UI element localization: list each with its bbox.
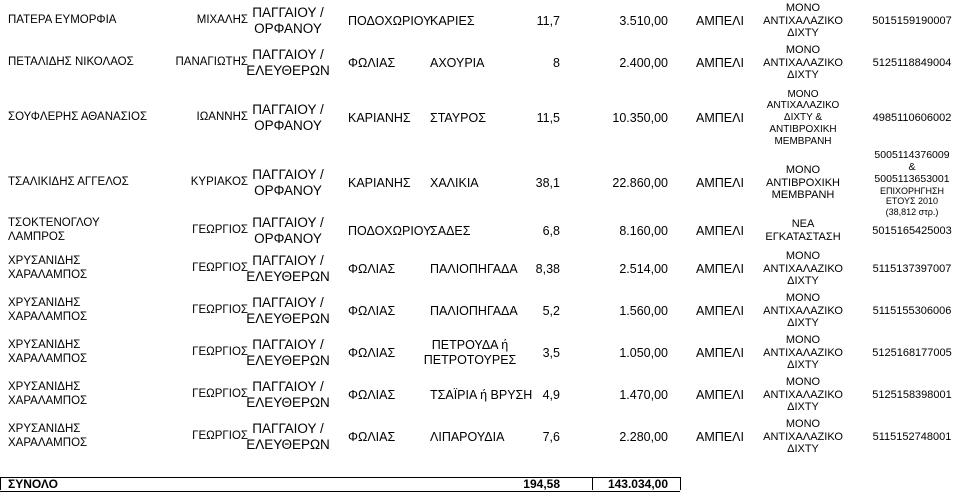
local-area: ΦΩΛΙΑΣ — [348, 261, 396, 276]
crop-type: ΑΜΠΕΛΙ — [696, 429, 744, 444]
amount: 22.860,00 — [612, 175, 668, 190]
table-row — [0, 374, 960, 416]
crop-type: ΑΜΠΕΛΙ — [696, 13, 744, 28]
plot-size: 8,38 — [535, 261, 560, 276]
owner-name: ΤΣΟΚΤΕΝΟΓΛΟΥ ΛΑΜΠΡΟΣ — [8, 217, 100, 243]
crop-type: ΑΜΠΕΛΙ — [696, 55, 744, 70]
installation-type: ΜΟΝΟ ΑΝΤΙΧΑΛΑΖΙΚΟ ΔΙΧΤΥ — [763, 417, 843, 456]
amount: 1.050,00 — [619, 345, 668, 360]
local-area: ΠΟΔΟΧΩΡΙΟΥ — [348, 13, 432, 28]
municipality: ΠΑΓΓΑΙΟΥ / ΕΛΕΥΘΕΡΩΝ — [246, 47, 330, 78]
place-name: ΑΧΟΥΡΙΑ — [430, 55, 485, 70]
plot-size: 5,2 — [542, 303, 560, 318]
place-name: ΠΕΤΡΟΥΔΑ ή ΠΕΤΡΟΤΟΥΡΕΣ — [423, 338, 517, 367]
crop-type: ΑΜΠΕΛΙ — [696, 387, 744, 402]
municipality: ΠΑΓΓΑΙΟΥ / ΟΡΦΑΝΟΥ — [252, 167, 324, 198]
installation-type: ΜΟΝΟ ΑΝΤΙΧΑΛΑΖΙΚΟ ΔΙΧΤΥ & ΑΝΤΙΒΡΟΧΙΚΗ ΜΕΜΒΡΑΝΗ — [766, 88, 840, 147]
owner-name: ΧΡΥΣΑΝΙΔΗΣ ΧΑΡΑΛΑΜΠΟΣ — [8, 255, 88, 281]
total-label: ΣΥΝΟΛΟ — [8, 477, 58, 491]
plot-size: 4,9 — [542, 387, 560, 402]
cadastral-code: 5015165425003 — [872, 224, 952, 237]
local-area: ΦΩΛΙΑΣ — [348, 303, 396, 318]
father-name: ΓΕΩΡΓΙΟΣ — [192, 304, 248, 317]
cadastral-code: 5125118849004 — [872, 56, 952, 69]
total-size: 194,58 — [523, 477, 560, 491]
table-row — [0, 0, 960, 42]
amount: 3.510,00 — [619, 13, 668, 28]
total-divider — [592, 477, 593, 490]
cadastral-code-2: 5005113653001 — [874, 173, 950, 186]
father-name: ΓΕΩΡΓΙΟΣ — [192, 224, 248, 237]
total-divider — [680, 477, 681, 490]
father-name: ΓΕΩΡΓΙΟΣ — [192, 388, 248, 401]
cadastral-code: 5125168177005 — [872, 346, 952, 359]
owner-name: ΧΡΥΣΑΝΙΔΗΣ ΧΑΡΑΛΑΜΠΟΣ — [8, 297, 88, 323]
place-name: ΣΤΑΥΡΟΣ — [430, 110, 486, 125]
municipality: ΠΑΓΓΑΙΟΥ / ΕΛΕΥΘΕΡΩΝ — [246, 421, 330, 452]
amount: 2.514,00 — [619, 261, 668, 276]
place-name: ΣΑΔΕΣ — [430, 223, 471, 238]
place-name: ΛΙΠΑΡΟΥΔΙΑ — [430, 429, 505, 444]
father-name: ΚΥΡΙΑΚΟΣ — [190, 176, 248, 189]
municipality: ΠΑΓΓΑΙΟΥ / ΕΛΕΥΘΕΡΩΝ — [246, 379, 330, 410]
local-area: ΦΩΛΙΑΣ — [348, 55, 396, 70]
table-row — [0, 84, 960, 152]
local-area: ΚΑΡΙΑΝΗΣ — [348, 175, 411, 190]
cadastral-code: 5115152748001 — [872, 430, 952, 443]
owner-name: ΠΕΤΑΛΙΔΗΣ ΝΙΚΟΛΑΟΣ — [8, 56, 134, 69]
cadastral-code: 5015159190007 — [872, 14, 952, 27]
place-name: ΤΣΑΪΡΙΑ ή ΒΡΥΣΗ — [430, 387, 533, 402]
amount: 1.470,00 — [619, 387, 668, 402]
plot-size: 6,8 — [542, 223, 560, 238]
owner-name: ΧΡΥΣΑΝΙΔΗΣ ΧΑΡΑΛΑΜΠΟΣ — [8, 339, 88, 365]
owner-name: ΧΡΥΣΑΝΙΔΗΣ ΧΑΡΑΛΑΜΠΟΣ — [8, 381, 88, 407]
municipality: ΠΑΓΓΑΙΟΥ / ΟΡΦΑΝΟΥ — [252, 102, 324, 133]
installation-type: ΜΟΝΟ ΑΝΤΙΧΑΛΑΖΙΚΟ ΔΙΧΤΥ — [763, 1, 843, 40]
installation-type: ΜΟΝΟ ΑΝΤΙΧΑΛΑΖΙΚΟ ΔΙΧΤΥ — [763, 43, 843, 82]
plot-size: 38,1 — [535, 175, 560, 190]
place-name: ΠΑΛΙΟΠΗΓΑΔΑ — [430, 261, 518, 276]
cadastral-code — [870, 148, 954, 217]
place-name: ΧΑΛΙΚΙΑ — [430, 175, 479, 190]
total-value: 143.034,00 — [607, 477, 668, 491]
municipality: ΠΑΓΓΑΙΟΥ / ΟΡΦΑΝΟΥ — [252, 215, 324, 246]
municipality: ΠΑΓΓΑΙΟΥ / ΕΛΕΥΘΕΡΩΝ — [246, 253, 330, 284]
plot-size: 7,6 — [542, 429, 560, 444]
table-row — [0, 148, 960, 217]
crop-type: ΑΜΠΕΛΙ — [696, 303, 744, 318]
installation-type: ΜΟΝΟ ΑΝΤΙΧΑΛΑΖΙΚΟ ΔΙΧΤΥ — [763, 333, 843, 372]
father-name: ΙΩΑΝΝΗΣ — [196, 111, 248, 124]
amount: 10.350,00 — [612, 110, 668, 125]
owner-name: ΤΣΑΛΙΚΙΔΗΣ ΑΓΓΕΛΟΣ — [8, 176, 129, 189]
municipality: ΠΑΓΓΑΙΟΥ / ΕΛΕΥΘΕΡΩΝ — [246, 337, 330, 368]
crop-type: ΑΜΠΕΛΙ — [696, 110, 744, 125]
owner-name: ΧΡΥΣΑΝΙΔΗΣ ΧΑΡΑΛΑΜΠΟΣ — [8, 423, 88, 449]
total-row — [0, 477, 680, 492]
cadastral-code: 5125158398001 — [872, 388, 952, 401]
installation-type: ΜΟΝΟ ΑΝΤΙΧΑΛΑΖΙΚΟ ΔΙΧΤΥ — [763, 249, 843, 288]
crop-type: ΑΜΠΕΛΙ — [696, 223, 744, 238]
father-name: ΓΕΩΡΓΙΟΣ — [192, 262, 248, 275]
plot-size: 8 — [553, 55, 560, 70]
local-area: ΚΑΡΙΑΝΗΣ — [348, 110, 411, 125]
owner-name: ΣΟΥΦΛΕΡΗΣ ΑΘΑΝΑΣΙΟΣ — [8, 111, 148, 124]
installation-type: ΜΟΝΟ ΑΝΤΙΧΑΛΑΖΙΚΟ ΔΙΧΤΥ — [763, 291, 843, 330]
cadastral-code-1: 5005114376009 & — [874, 148, 950, 173]
amount: 2.280,00 — [619, 429, 668, 444]
installation-type: ΜΟΝΟ ΑΝΤΙΧΑΛΑΖΙΚΟ ΔΙΧΤΥ — [763, 375, 843, 414]
table-row — [0, 416, 960, 458]
subsidy-note: ΕΠΙΧΟΡΗΓΗΣΗ ΕΤΟΥΣ 2010 — [879, 185, 945, 207]
subsidy-area: (38,812 στρ.) — [885, 206, 939, 217]
installation-type: ΜΟΝΟ ΑΝΤΙΒΡΟΧΙΚΗ ΜΕΜΒΡΑΝΗ — [766, 163, 840, 202]
table-row — [0, 332, 960, 374]
father-name: ΠΑΝΑΓΙΩΤΗΣ — [175, 56, 248, 69]
amount: 8.160,00 — [619, 223, 668, 238]
local-area: ΦΩΛΙΑΣ — [348, 387, 396, 402]
father-name: ΓΕΩΡΓΙΟΣ — [192, 346, 248, 359]
crop-type: ΑΜΠΕΛΙ — [696, 175, 744, 190]
owner-name: ΠΑΤΕΡΑ ΕΥΜΟΡΦΙΑ — [8, 14, 117, 27]
plot-size: 11,7 — [536, 13, 560, 28]
crop-type: ΑΜΠΕΛΙ — [696, 261, 744, 276]
table-row — [0, 42, 960, 84]
installation-type: ΝΕΑ ΕΓΚΑΤΑΣΤΑΣΗ — [765, 218, 841, 243]
crop-type: ΑΜΠΕΛΙ — [696, 345, 744, 360]
total-divider — [0, 477, 1, 490]
local-area: ΦΩΛΙΑΣ — [348, 345, 396, 360]
amount: 1.560,00 — [619, 303, 668, 318]
local-area: ΠΟΔΟΧΩΡΙΟΥ — [348, 223, 432, 238]
father-name: ΜΙΧΑΛΗΣ — [196, 14, 248, 27]
cadastral-code: 5115137397007 — [872, 262, 952, 275]
place-name: ΠΑΛΙΟΠΗΓΑΔΑ — [430, 303, 518, 318]
table-row — [0, 290, 960, 332]
table-row — [0, 248, 960, 290]
amount: 2.400,00 — [619, 55, 668, 70]
place-name: ΚΑΡΙΕΣ — [430, 13, 475, 28]
plot-size: 3,5 — [542, 345, 560, 360]
cadastral-code: 4985110606002 — [872, 111, 952, 124]
father-name: ΓΕΩΡΓΙΟΣ — [192, 430, 248, 443]
municipality: ΠΑΓΓΑΙΟΥ / ΟΡΦΑΝΟΥ — [252, 5, 324, 36]
table-row — [0, 214, 960, 248]
cadastral-code: 5115155306006 — [872, 304, 952, 317]
local-area: ΦΩΛΙΑΣ — [348, 429, 396, 444]
municipality: ΠΑΓΓΑΙΟΥ / ΕΛΕΥΘΕΡΩΝ — [246, 295, 330, 326]
plot-size: 11,5 — [536, 110, 560, 125]
